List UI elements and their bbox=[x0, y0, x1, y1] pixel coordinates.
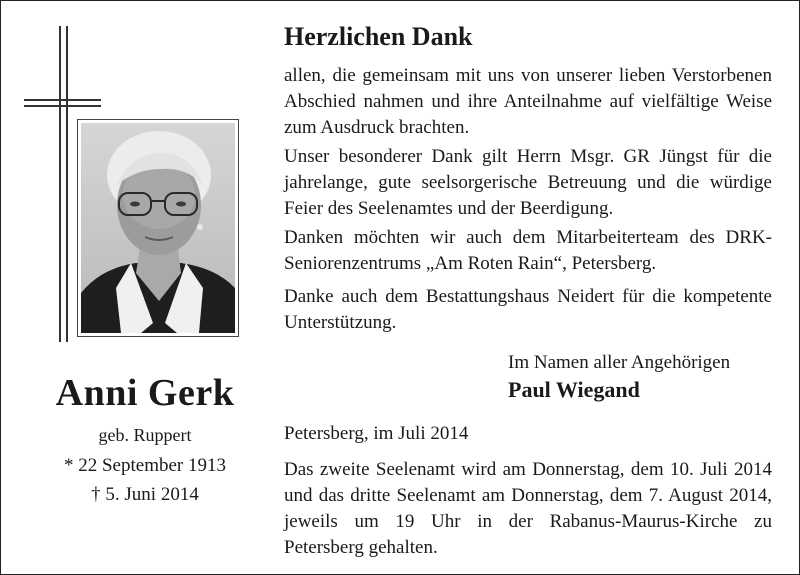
thanks-paragraph-4: Danke auch dem Bestattungshaus Neidert für die kompetente Unterstützung. bbox=[284, 286, 772, 333]
thanks-paragraph-1: allen, die gemeinsam mit uns von unserer lieben Verstorbenen Abschied nahmen und ihre Anteilnahme auf vielfältige Weise zum Ausdruck brachten. bbox=[284, 65, 772, 138]
birth-name: geb. Ruppert bbox=[98, 425, 192, 445]
portrait-photo bbox=[81, 123, 235, 333]
notice-heading: Herzlichen Dank bbox=[284, 22, 473, 51]
place-date: Petersberg, im Juli 2014 bbox=[284, 423, 469, 444]
birth-date: * 22 September 1913 bbox=[63, 455, 226, 476]
signature-intro: Im Namen aller Angehörigen bbox=[508, 352, 731, 373]
thanks-paragraph-3: Danken möchten wir auch dem Mitarbeiterteam des DRK-Seniorenzentrums „Am Roten Rain“, Petersberg. bbox=[284, 227, 772, 274]
service-info: Das zweite Seelenamt wird am Donnerstag, dem 10. Juli 2014 und das dritte Seelenamt am Donnerstag, dem 7. August 2014, jeweils um 19 Uhr in der Rabanus-Maurus-Kirche zu Petersberg gehalten. bbox=[284, 459, 772, 558]
death-date: † 5. Juni 2014 bbox=[91, 484, 199, 505]
deceased-name: Anni Gerk bbox=[55, 372, 235, 414]
thanks-paragraph-2: Unser besonderer Dank gilt Herrn Msgr. GR Jüngst für die jahrelange, gute seelsorgerische Betreuung und die würdige Feier des Seelenamtes und der Beerdigung. bbox=[284, 146, 772, 219]
signature-name: Paul Wiegand bbox=[508, 377, 640, 402]
